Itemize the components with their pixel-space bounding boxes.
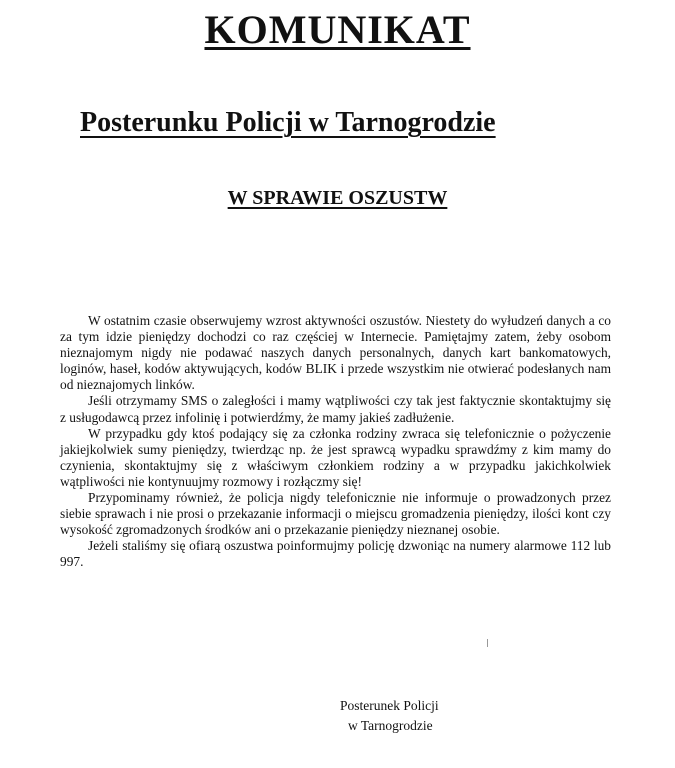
paragraph: Przypominamy również, że policja nigdy telefonicznie nie informuje o prowadzonych przez siebie sprawach i nie prosi o przekazanie informacji o miejscu gromadzenia pieniędzy, ilości kont czy wysokość zgromadzonych środków ani o przekazanie pieniędzy nieznanej osobie. xyxy=(60,490,611,538)
paragraph: W ostatnim czasie obserwujemy wzrost aktywności oszustów. Niestety do wyłudzeń danych a co za tym idzie pieniędzy dochodzi co raz częściej w Internecie. Pamiętajmy zatem, żeby osobom nieznajomym nigdy nie podawać naszych danych personalnych, danych kart bankomatowych, loginów, haseł, kodów aktywujących, kodów BLIK i przede wszystkim nie otwierać podesłanych nam od nieznajomych linków. xyxy=(60,313,611,393)
paragraph: Jeżeli staliśmy się ofiarą oszustwa poinformujmy policję dzwoniąc na numery alarmowe 112 lub 997. xyxy=(60,538,611,570)
signature-line-1: Posterunek Policji xyxy=(340,698,439,713)
paragraph: Jeśli otrzymamy SMS o zaległości i mamy wątpliwości czy tak jest faktycznie skontaktujmy się z usługodawcą przez infolinię i potwierdźmy, że mamy jakieś zadłużenie. xyxy=(60,393,611,425)
scan-speck xyxy=(487,639,488,647)
section-heading xyxy=(0,185,675,211)
paragraph: W przypadku gdy ktoś podający się za członka rodziny zwraca się telefonicznie o pożyczenie jakiejkolwiek sumy pieniędzy, twierdząc np. że jest sprawcą wypadku sprawdźmy z kim mamy do czynienia, skontaktujmy się z właściwym członkiem rodziny a w przypadku jakichkolwiek wątpliwości nie kontynuujmy rozmowy i rozłączmy się! xyxy=(60,425,611,489)
title-text: KOMUNIKAT xyxy=(204,7,471,52)
signature-block xyxy=(340,696,439,736)
subtitle-text: Posterunku Policji w Tarnogrodzie xyxy=(80,107,496,138)
heading-text: W SPRAWIE OSZUSTW xyxy=(227,187,448,209)
document-subtitle xyxy=(80,106,600,140)
document-title xyxy=(0,8,675,52)
signature-line-2: w Tarnogrodzie xyxy=(348,718,433,733)
document-body xyxy=(60,313,611,571)
